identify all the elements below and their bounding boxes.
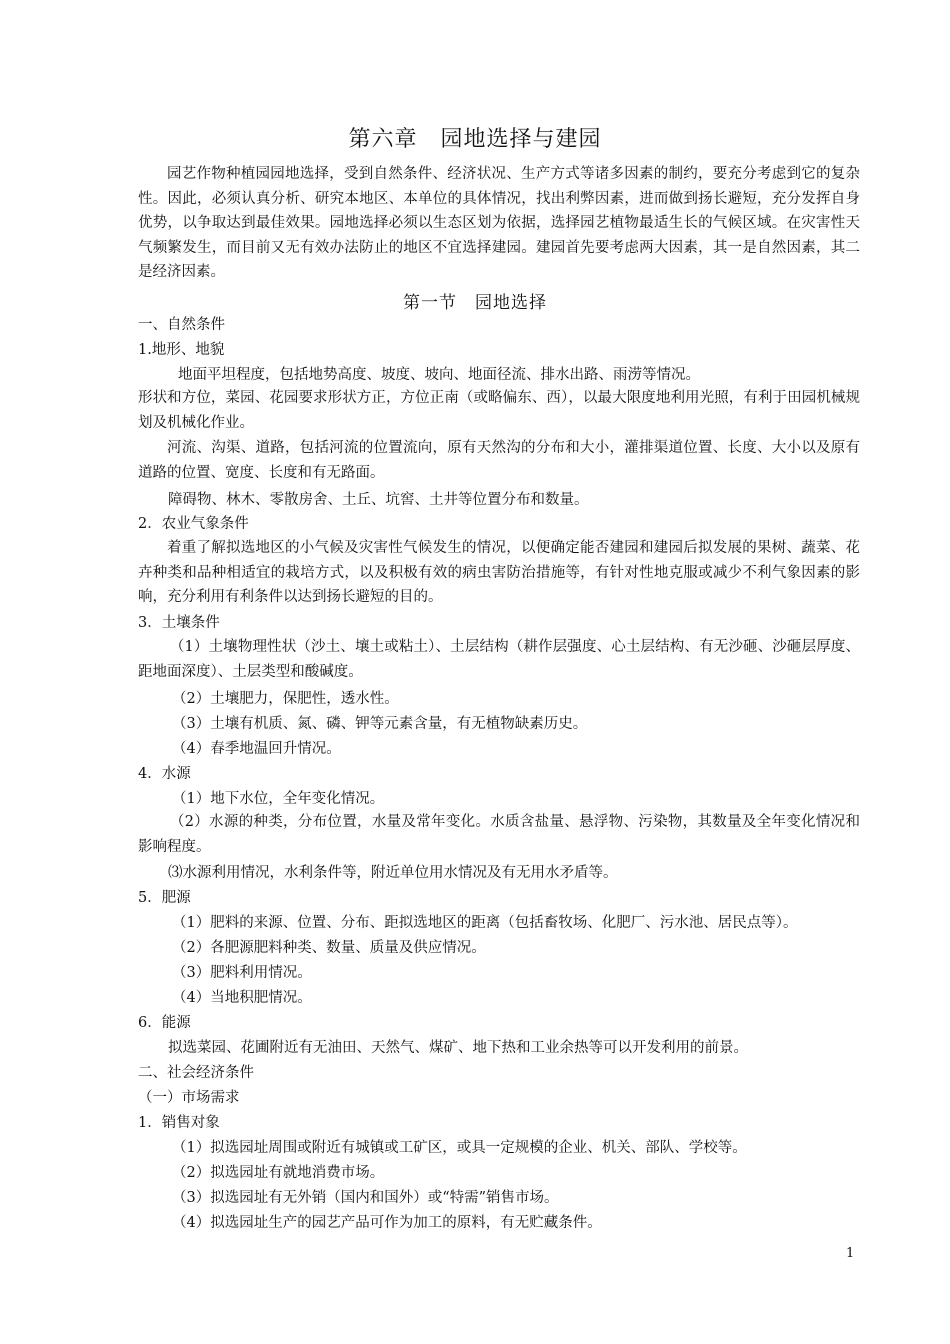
- heading-terrain: 1.地形、地貌: [138, 342, 225, 358]
- heading-fertilizer: 5．肥源: [138, 890, 191, 906]
- fertilizer-item-3: （3）肥料利用情况。: [172, 965, 312, 981]
- heading-soil: 3．土壤条件: [138, 615, 220, 631]
- sales-item-4: （4）拟选园址生产的园艺产品可作为加工的原料，有无贮藏条件。: [172, 1215, 602, 1231]
- chapter-title: 第六章 园地选择与建园: [348, 127, 602, 152]
- heading-socioeconomic: 二、社会经济条件: [138, 1065, 254, 1081]
- soil-item-4: （4）春季地温回升情况。: [172, 741, 341, 757]
- terrain-item-4: 障碍物、林木、零散房舍、土丘、坑窖、土井等位置分布和数量。: [168, 492, 589, 508]
- heading-energy: 6．能源: [138, 1015, 191, 1031]
- heading-market-demand: （一）市场需求: [138, 1090, 240, 1106]
- terrain-item-3: 河流、沟渠、道路，包括河流的位置流向，原有天然沟的分布和大小，灌排渠道位置、长度、大小以及原有道路的位置、宽度、长度和有无路面。: [138, 440, 860, 481]
- soil-item-3: （3）土壤有机质、氮、磷、钾等元素含量，有无植物缺素历史。: [172, 716, 588, 732]
- intro-paragraph: 园艺作物种植园园地选择，受到自然条件、经济状况、生产方式等诸多因素的制约，要充分考虑到它的复杂性。因此，必须认真分析、研究本地区、本单位的具体情况，找出利弊因素，进而做到扬长避短，充分发挥自身优势，以争取达到最佳效果。园地选择必须以生态区划为依据，选择园艺植物最适生长的气候区域。在灾害性天气频繁发生，而目前又无有效办法防止的地区不宜选择建园。建园首先要考虑两大因素，其一是自然因素，其二是经济因素。: [138, 166, 860, 280]
- soil-item-2: （2）土壤肥力，保肥性，透水性。: [172, 691, 399, 707]
- page-number: 1: [846, 1246, 855, 1261]
- heading-climate: 2．农业气象条件: [138, 516, 249, 532]
- heading-sales-targets: 1．销售对象: [138, 1115, 220, 1131]
- sales-item-1: （1）拟选园址周围或附近有城镇或工矿区，或具一定规模的企业、机关、部队、学校等。: [172, 1140, 747, 1156]
- water-item-2: （2）水源的种类，分布位置，水量及常年变化。水质含盐量、悬浮物、污染物，其数量及全年变化情况和影响程度。: [138, 814, 860, 855]
- section-title: 第一节 园地选择: [403, 293, 547, 313]
- heading-natural-conditions: 一、自然条件: [138, 317, 225, 333]
- sales-item-2: （2）拟选园址有就地消费市场。: [172, 1165, 385, 1181]
- fertilizer-item-4: （4）当地积肥情况。: [172, 990, 312, 1006]
- terrain-item-2: 形状和方位，菜园、花园要求形状方正，方位正南（或略偏东、西），以最大限度地利用光照，有利于田园机械规划及机械化作业。: [138, 390, 860, 431]
- fertilizer-item-1: （1）肥料的来源、位置、分布、距拟选地区的距离（包括畜牧场、化肥厂、污水池、居民点等）。: [172, 915, 798, 931]
- heading-water: 4．水源: [138, 766, 191, 782]
- fertilizer-item-2: （2）各肥源肥料种类、数量、质量及供应情况。: [172, 940, 486, 956]
- soil-item-1: （1）土壤物理性状（沙土、壤土或粘土）、土层结构（耕作层强度、心土层结构、有无沙砸、沙砸层厚度、距地面深度）、土层类型和酸碱度。: [138, 639, 860, 680]
- terrain-item-1: 地面平坦程度，包括地势高度、坡度、坡向、地面径流、排水出路、雨涝等情况。: [178, 367, 700, 383]
- water-item-1: （1）地下水位，全年变化情况。: [172, 791, 385, 807]
- sales-item-3: （3）拟选园址有无外销（国内和国外）或“特需”销售市场。: [172, 1190, 559, 1206]
- climate-paragraph: 着重了解拟选地区的小气候及灾害性气候发生的情况，以便确定能否建园和建园后拟发展的果树、蔬菜、花卉种类和品种相适宜的栽培方式，以及积极有效的病虫害防治措施等，有针对性地克服或减少不利气象因素的影响，充分利用有利条件以达到扬长避短的目的。: [138, 540, 860, 605]
- water-item-3: ⑶水源利用情况，水利条件等，附近单位用水情况及有无用水矛盾等。: [168, 865, 618, 881]
- energy-paragraph: 拟选菜园、花圃附近有无油田、天然气、煤矿、地下热和工业余热等可以开发利用的前景。: [168, 1040, 748, 1056]
